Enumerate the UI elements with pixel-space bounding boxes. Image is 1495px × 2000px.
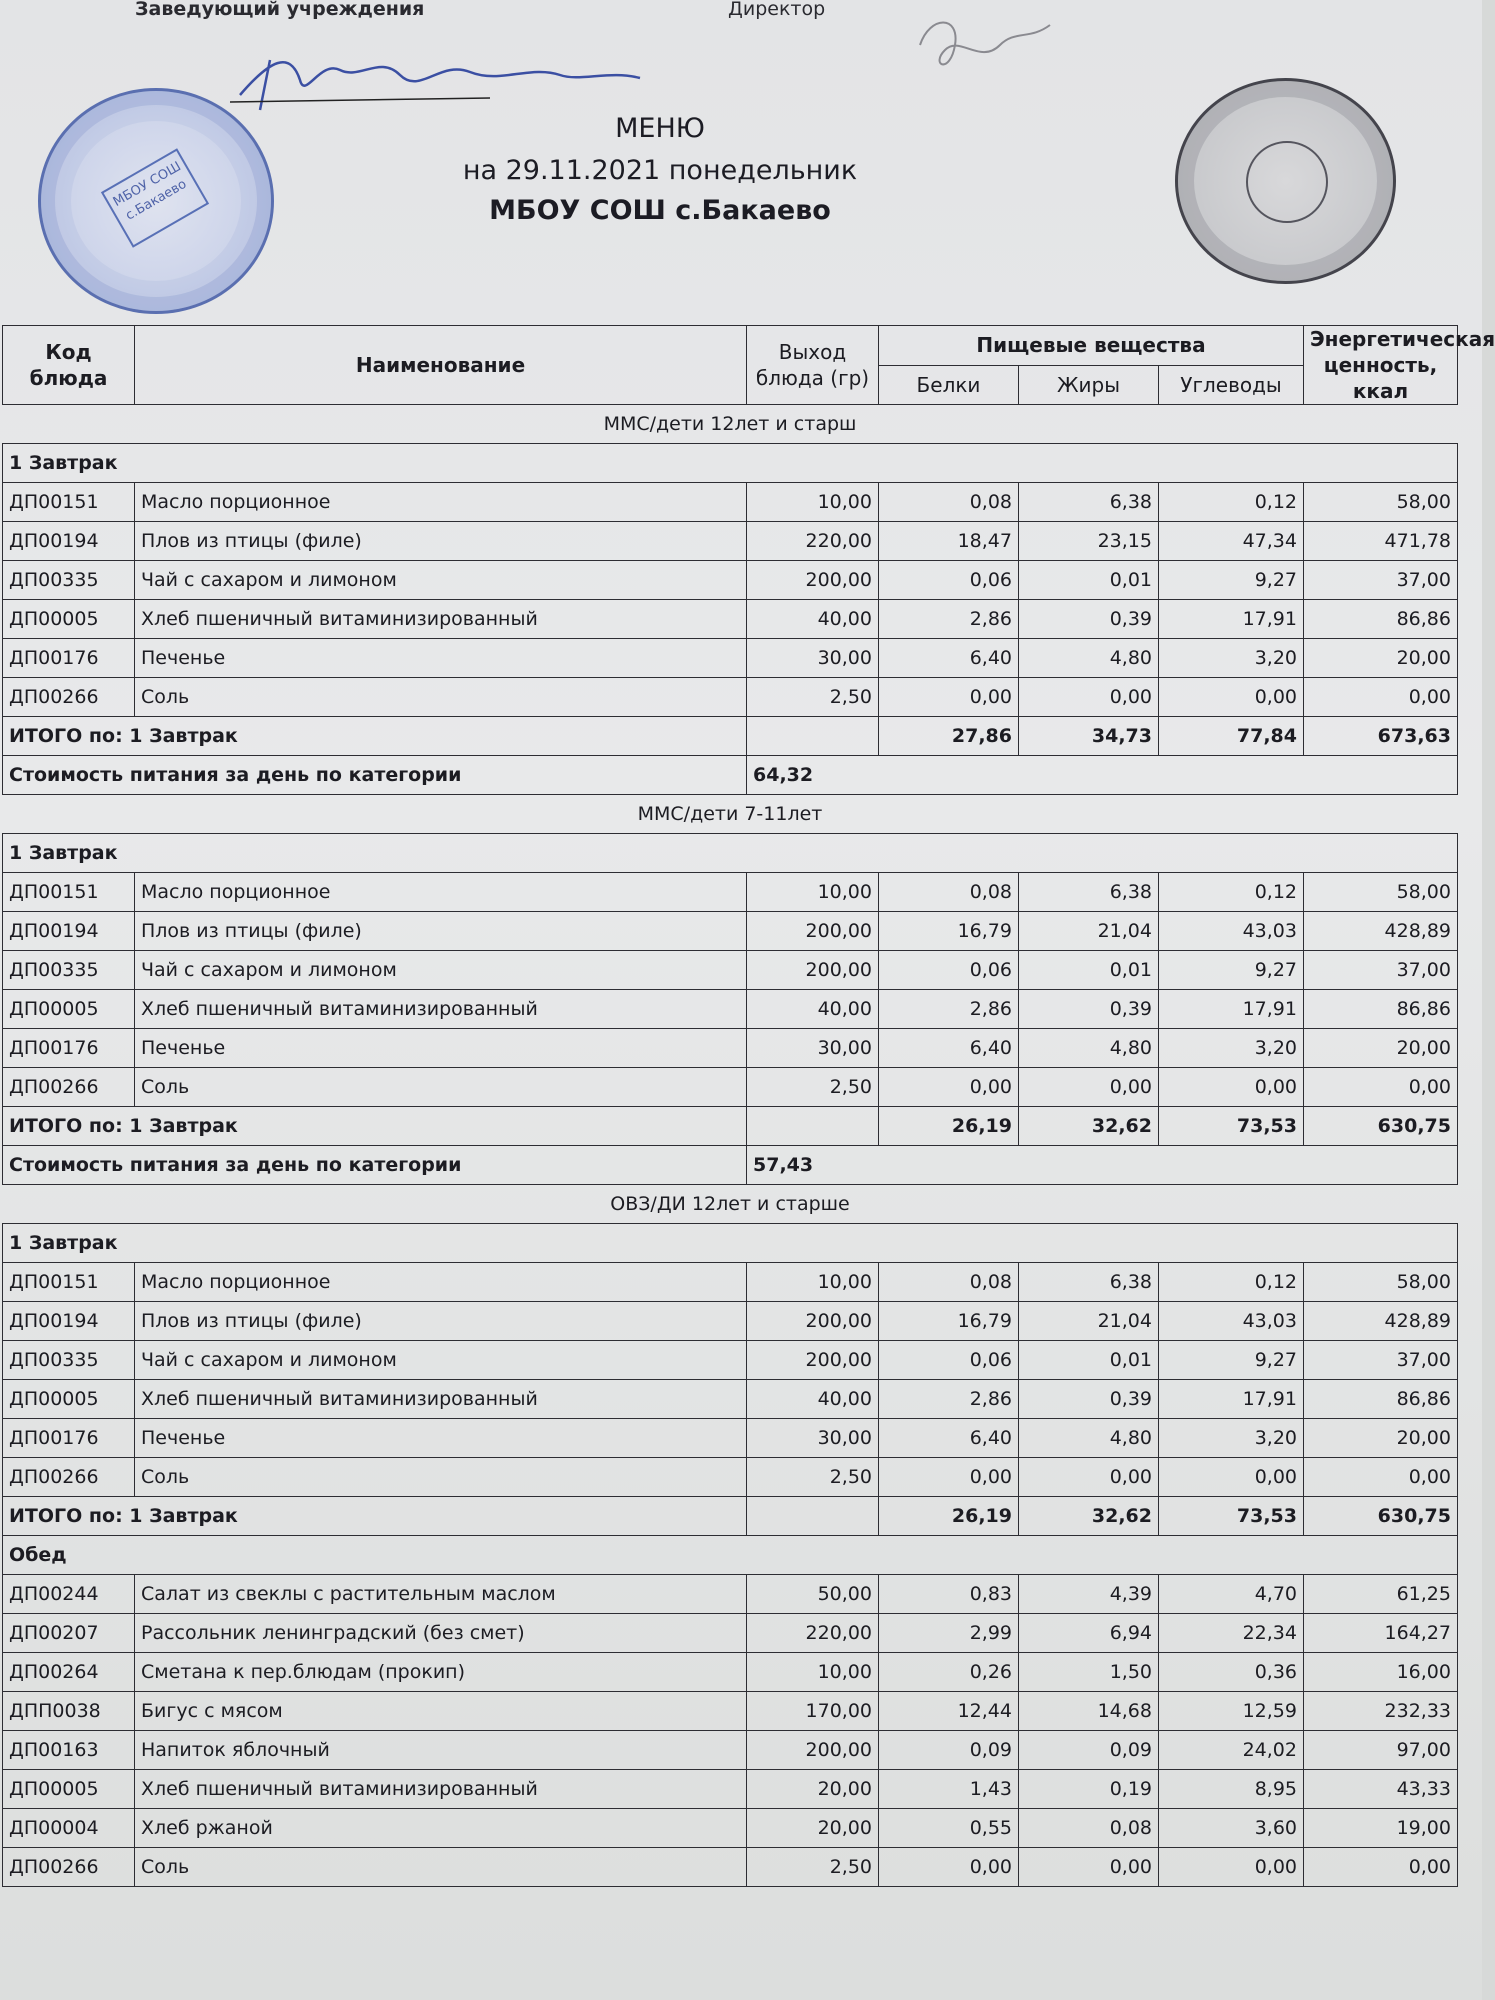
dish-energy: 58,00 <box>1304 873 1458 912</box>
dish-carbs: 17,91 <box>1159 600 1304 639</box>
dish-energy: 428,89 <box>1304 1302 1458 1341</box>
dish-name: Соль <box>135 678 747 717</box>
col-protein: Белки <box>879 365 1019 405</box>
dish-fat: 23,15 <box>1019 522 1159 561</box>
dish-carbs: 9,27 <box>1159 951 1304 990</box>
dish-name: Чай с сахаром и лимоном <box>135 561 747 600</box>
meal-name: 1 Завтрак <box>3 444 1458 483</box>
signature-right <box>900 5 1060 85</box>
dish-row <box>3 1029 1458 1068</box>
dish-yield: 40,00 <box>747 990 879 1029</box>
dish-row <box>3 990 1458 1029</box>
dish-code: ДП00335 <box>3 561 135 600</box>
dish-name: Чай с сахаром и лимоном <box>135 1341 747 1380</box>
total-protein: 26,19 <box>879 1497 1019 1536</box>
menu-date: на 29.11.2021 понедельник <box>462 155 858 186</box>
dish-row <box>3 561 1458 600</box>
dish-row <box>3 1263 1458 1302</box>
dish-energy: 0,00 <box>1304 1068 1458 1107</box>
dish-name: Хлеб пшеничный витаминизированный <box>135 600 747 639</box>
round-seal-right <box>1175 78 1396 284</box>
dish-code: ДПП0038 <box>3 1692 135 1731</box>
dish-row <box>3 912 1458 951</box>
dish-yield: 2,50 <box>747 1848 879 1887</box>
dish-fat: 4,80 <box>1019 1029 1159 1068</box>
dish-code: ДП00176 <box>3 1029 135 1068</box>
dish-yield: 200,00 <box>747 561 879 600</box>
dish-name: Соль <box>135 1068 747 1107</box>
dish-energy: 37,00 <box>1304 561 1458 600</box>
dish-code: ДП00176 <box>3 639 135 678</box>
dish-protein: 0,06 <box>879 1341 1019 1380</box>
dish-name: Салат из свеклы с растительным маслом <box>135 1575 747 1614</box>
dish-energy: 58,00 <box>1304 1263 1458 1302</box>
dish-energy: 428,89 <box>1304 912 1458 951</box>
col-energy: Энергетическая ценность, ккал <box>1304 326 1458 405</box>
dish-yield: 170,00 <box>747 1692 879 1731</box>
total-label: ИТОГО по: 1 Завтрак <box>3 1107 747 1146</box>
dish-protein: 6,40 <box>879 639 1019 678</box>
cost-label: Стоимость питания за день по категории <box>3 1146 747 1185</box>
dish-protein: 0,00 <box>879 1848 1019 1887</box>
dish-energy: 86,86 <box>1304 1380 1458 1419</box>
dish-carbs: 17,91 <box>1159 1380 1304 1419</box>
total-fat: 34,73 <box>1019 717 1159 756</box>
total-carbs: 73,53 <box>1159 1497 1304 1536</box>
dish-code: ДП00335 <box>3 951 135 990</box>
dish-carbs: 43,03 <box>1159 912 1304 951</box>
meal-name: 1 Завтрак <box>3 1224 1458 1263</box>
dish-code: ДП00194 <box>3 1302 135 1341</box>
dish-protein: 0,26 <box>879 1653 1019 1692</box>
section-title-row <box>3 405 1458 444</box>
col-code: Код блюда <box>3 326 135 405</box>
dish-name: Печенье <box>135 1029 747 1068</box>
dish-code: ДП00266 <box>3 1848 135 1887</box>
dish-energy: 0,00 <box>1304 1458 1458 1497</box>
dish-row <box>3 873 1458 912</box>
dish-fat: 1,50 <box>1019 1653 1159 1692</box>
dish-code: ДП00151 <box>3 1263 135 1302</box>
dish-carbs: 0,00 <box>1159 1068 1304 1107</box>
dish-row <box>3 639 1458 678</box>
dish-fat: 0,00 <box>1019 678 1159 717</box>
section-title: ММС/дети 12лет и старш <box>603 413 857 435</box>
dish-code: ДП00176 <box>3 1419 135 1458</box>
dish-carbs: 0,12 <box>1159 873 1304 912</box>
dish-yield: 200,00 <box>747 1302 879 1341</box>
dish-fat: 4,39 <box>1019 1575 1159 1614</box>
dish-yield: 220,00 <box>747 522 879 561</box>
meal-heading-row <box>3 834 1458 873</box>
dish-yield: 20,00 <box>747 1809 879 1848</box>
header-right-label: Директор <box>728 0 826 20</box>
col-fat: Жиры <box>1019 365 1159 405</box>
dish-yield: 50,00 <box>747 1575 879 1614</box>
dish-code: ДП00004 <box>3 1809 135 1848</box>
dish-protein: 18,47 <box>879 522 1019 561</box>
dish-protein: 16,79 <box>879 1302 1019 1341</box>
menu-title: МЕНЮ <box>615 113 705 144</box>
dish-row <box>3 1068 1458 1107</box>
section-title-row <box>3 795 1458 834</box>
dish-protein: 0,00 <box>879 1068 1019 1107</box>
total-row <box>3 1497 1458 1536</box>
dish-code: ДП00194 <box>3 522 135 561</box>
dish-fat: 0,39 <box>1019 600 1159 639</box>
dish-name: Рассольник ленинградский (без смет) <box>135 1614 747 1653</box>
dish-yield: 30,00 <box>747 1029 879 1068</box>
total-protein: 26,19 <box>879 1107 1019 1146</box>
dish-carbs: 9,27 <box>1159 1341 1304 1380</box>
dish-code: ДП00163 <box>3 1731 135 1770</box>
dish-row <box>3 1575 1458 1614</box>
dish-fat: 0,09 <box>1019 1731 1159 1770</box>
dish-fat: 4,80 <box>1019 1419 1159 1458</box>
total-yield-empty <box>747 717 879 756</box>
total-energy: 630,75 <box>1304 1107 1458 1146</box>
total-protein: 27,86 <box>879 717 1019 756</box>
dish-name: Хлеб ржаной <box>135 1809 747 1848</box>
round-seal-left <box>38 88 274 314</box>
dish-fat: 0,08 <box>1019 1809 1159 1848</box>
dish-energy: 86,86 <box>1304 990 1458 1029</box>
header-left-label: Заведующий учреждения <box>135 0 425 20</box>
dish-code: ДП00264 <box>3 1653 135 1692</box>
dish-yield: 20,00 <box>747 1770 879 1809</box>
cost-row <box>3 1146 1458 1185</box>
total-carbs: 77,84 <box>1159 717 1304 756</box>
col-carbs: Углеводы <box>1159 365 1304 405</box>
meal-name: Обед <box>3 1536 1458 1575</box>
dish-carbs: 0,12 <box>1159 483 1304 522</box>
dish-protein: 16,79 <box>879 912 1019 951</box>
dish-fat: 0,39 <box>1019 1380 1159 1419</box>
dish-row <box>3 951 1458 990</box>
dish-energy: 164,27 <box>1304 1614 1458 1653</box>
dish-yield: 10,00 <box>747 873 879 912</box>
dish-carbs: 47,34 <box>1159 522 1304 561</box>
dish-protein: 6,40 <box>879 1419 1019 1458</box>
dish-fat: 6,94 <box>1019 1614 1159 1653</box>
dish-carbs: 17,91 <box>1159 990 1304 1029</box>
meal-heading-row <box>3 1536 1458 1575</box>
dish-row <box>3 522 1458 561</box>
dish-fat: 0,01 <box>1019 951 1159 990</box>
dish-code: ДП00266 <box>3 1068 135 1107</box>
dish-yield: 200,00 <box>747 1341 879 1380</box>
dish-row <box>3 1809 1458 1848</box>
dish-name: Хлеб пшеничный витаминизированный <box>135 1380 747 1419</box>
dish-yield: 2,50 <box>747 678 879 717</box>
dish-code: ДП00005 <box>3 1380 135 1419</box>
dish-row <box>3 1302 1458 1341</box>
dish-code: ДП00151 <box>3 483 135 522</box>
col-nutrients: Пищевые вещества <box>879 326 1304 366</box>
total-energy: 673,63 <box>1304 717 1458 756</box>
dish-energy: 20,00 <box>1304 1029 1458 1068</box>
dish-row <box>3 1770 1458 1809</box>
dish-energy: 37,00 <box>1304 951 1458 990</box>
dish-row <box>3 1341 1458 1380</box>
dish-yield: 2,50 <box>747 1068 879 1107</box>
dish-yield: 40,00 <box>747 600 879 639</box>
dish-name: Плов из птицы (филе) <box>135 912 747 951</box>
dish-yield: 10,00 <box>747 483 879 522</box>
total-label: ИТОГО по: 1 Завтрак <box>3 1497 747 1536</box>
dish-yield: 200,00 <box>747 1731 879 1770</box>
dish-name: Плов из птицы (филе) <box>135 1302 747 1341</box>
dish-energy: 16,00 <box>1304 1653 1458 1692</box>
dish-carbs: 43,03 <box>1159 1302 1304 1341</box>
dish-fat: 0,00 <box>1019 1848 1159 1887</box>
dish-row <box>3 678 1458 717</box>
school-name: МБОУ СОШ с.Бакаево <box>489 195 831 226</box>
cost-value: 57,43 <box>747 1146 1458 1185</box>
dish-code: ДП00244 <box>3 1575 135 1614</box>
dish-protein: 2,86 <box>879 600 1019 639</box>
dish-protein: 0,83 <box>879 1575 1019 1614</box>
dish-energy: 232,33 <box>1304 1692 1458 1731</box>
dish-energy: 19,00 <box>1304 1809 1458 1848</box>
total-fat: 32,62 <box>1019 1497 1159 1536</box>
total-yield-empty <box>747 1497 879 1536</box>
dish-name: Масло порционное <box>135 873 747 912</box>
dish-protein: 1,43 <box>879 1770 1019 1809</box>
cost-row <box>3 756 1458 795</box>
section-title: ОВЗ/ДИ 12лет и старше <box>610 1193 850 1215</box>
dish-yield: 2,50 <box>747 1458 879 1497</box>
dish-row <box>3 1692 1458 1731</box>
dish-row <box>3 1614 1458 1653</box>
dish-name: Соль <box>135 1848 747 1887</box>
dish-carbs: 0,00 <box>1159 1848 1304 1887</box>
dish-protein: 2,86 <box>879 1380 1019 1419</box>
dish-carbs: 3,20 <box>1159 639 1304 678</box>
cost-label: Стоимость питания за день по категории <box>3 756 747 795</box>
dish-energy: 0,00 <box>1304 1848 1458 1887</box>
dish-protein: 0,08 <box>879 873 1019 912</box>
dish-energy: 37,00 <box>1304 1341 1458 1380</box>
signature-left <box>230 40 650 120</box>
seal-left-text: МБОУ СОШ с.Бакаево <box>101 148 209 247</box>
dish-energy: 20,00 <box>1304 639 1458 678</box>
dish-fat: 14,68 <box>1019 1692 1159 1731</box>
dish-code: ДП00005 <box>3 600 135 639</box>
dish-name: Бигус с мясом <box>135 1692 747 1731</box>
dish-code: ДП00266 <box>3 678 135 717</box>
dish-protein: 0,00 <box>879 1458 1019 1497</box>
dish-fat: 0,00 <box>1019 1068 1159 1107</box>
dish-energy: 58,00 <box>1304 483 1458 522</box>
dish-carbs: 24,02 <box>1159 1731 1304 1770</box>
dish-yield: 30,00 <box>747 639 879 678</box>
dish-name: Напиток яблочный <box>135 1731 747 1770</box>
dish-row <box>3 1653 1458 1692</box>
meal-heading-row <box>3 1224 1458 1263</box>
dish-code: ДП00005 <box>3 1770 135 1809</box>
dish-fat: 6,38 <box>1019 1263 1159 1302</box>
dish-carbs: 3,60 <box>1159 1809 1304 1848</box>
col-name: Наименование <box>135 326 747 405</box>
dish-energy: 97,00 <box>1304 1731 1458 1770</box>
dish-row <box>3 1848 1458 1887</box>
dish-fat: 0,01 <box>1019 1341 1159 1380</box>
dish-fat: 0,01 <box>1019 561 1159 600</box>
dish-fat: 21,04 <box>1019 912 1159 951</box>
dish-name: Сметана к пер.блюдам (прокип) <box>135 1653 747 1692</box>
dish-fat: 6,38 <box>1019 873 1159 912</box>
dish-name: Хлеб пшеничный витаминизированный <box>135 990 747 1029</box>
dish-protein: 0,06 <box>879 561 1019 600</box>
dish-code: ДП00194 <box>3 912 135 951</box>
dish-energy: 471,78 <box>1304 522 1458 561</box>
dish-row <box>3 600 1458 639</box>
dish-row <box>3 1419 1458 1458</box>
dish-yield: 40,00 <box>747 1380 879 1419</box>
dish-fat: 0,00 <box>1019 1458 1159 1497</box>
dish-code: ДП00335 <box>3 1341 135 1380</box>
dish-code: ДП00151 <box>3 873 135 912</box>
dish-protein: 12,44 <box>879 1692 1019 1731</box>
total-row <box>3 717 1458 756</box>
dish-protein: 2,86 <box>879 990 1019 1029</box>
dish-code: ДП00266 <box>3 1458 135 1497</box>
total-yield-empty <box>747 1107 879 1146</box>
dish-energy: 0,00 <box>1304 678 1458 717</box>
dish-carbs: 8,95 <box>1159 1770 1304 1809</box>
dish-energy: 86,86 <box>1304 600 1458 639</box>
dish-row <box>3 1731 1458 1770</box>
dish-name: Плов из птицы (филе) <box>135 522 747 561</box>
dish-row <box>3 1458 1458 1497</box>
dish-name: Масло порционное <box>135 1263 747 1302</box>
dish-name: Печенье <box>135 639 747 678</box>
meal-heading-row <box>3 444 1458 483</box>
dish-energy: 20,00 <box>1304 1419 1458 1458</box>
dish-name: Масло порционное <box>135 483 747 522</box>
total-energy: 630,75 <box>1304 1497 1458 1536</box>
dish-row <box>3 483 1458 522</box>
dish-yield: 200,00 <box>747 951 879 990</box>
total-carbs: 73,53 <box>1159 1107 1304 1146</box>
dish-yield: 200,00 <box>747 912 879 951</box>
dish-carbs: 22,34 <box>1159 1614 1304 1653</box>
dish-protein: 0,06 <box>879 951 1019 990</box>
dish-row <box>3 1380 1458 1419</box>
dish-protein: 0,08 <box>879 1263 1019 1302</box>
total-fat: 32,62 <box>1019 1107 1159 1146</box>
dish-protein: 0,08 <box>879 483 1019 522</box>
dish-energy: 61,25 <box>1304 1575 1458 1614</box>
dish-fat: 21,04 <box>1019 1302 1159 1341</box>
dish-carbs: 3,20 <box>1159 1419 1304 1458</box>
dish-protein: 0,55 <box>879 1809 1019 1848</box>
dish-name: Печенье <box>135 1419 747 1458</box>
dish-energy: 43,33 <box>1304 1770 1458 1809</box>
dish-carbs: 12,59 <box>1159 1692 1304 1731</box>
dish-carbs: 9,27 <box>1159 561 1304 600</box>
section-title: ММС/дети 7-11лет <box>637 803 823 825</box>
total-row <box>3 1107 1458 1146</box>
dish-fat: 4,80 <box>1019 639 1159 678</box>
section-title-row <box>3 1185 1458 1224</box>
dish-code: ДП00207 <box>3 1614 135 1653</box>
dish-carbs: 0,00 <box>1159 1458 1304 1497</box>
dish-protein: 6,40 <box>879 1029 1019 1068</box>
cost-value: 64,32 <box>747 756 1458 795</box>
dish-code: ДП00005 <box>3 990 135 1029</box>
dish-carbs: 0,36 <box>1159 1653 1304 1692</box>
dish-yield: 10,00 <box>747 1263 879 1302</box>
dish-protein: 2,99 <box>879 1614 1019 1653</box>
dish-protein: 0,00 <box>879 678 1019 717</box>
dish-name: Чай с сахаром и лимоном <box>135 951 747 990</box>
dish-yield: 30,00 <box>747 1419 879 1458</box>
menu-table <box>2 325 1495 1887</box>
meal-name: 1 Завтрак <box>3 834 1458 873</box>
dish-carbs: 4,70 <box>1159 1575 1304 1614</box>
dish-yield: 220,00 <box>747 1614 879 1653</box>
dish-carbs: 0,00 <box>1159 678 1304 717</box>
dish-fat: 0,19 <box>1019 1770 1159 1809</box>
dish-yield: 10,00 <box>747 1653 879 1692</box>
dish-fat: 6,38 <box>1019 483 1159 522</box>
total-label: ИТОГО по: 1 Завтрак <box>3 717 747 756</box>
dish-carbs: 3,20 <box>1159 1029 1304 1068</box>
emblem-icon <box>1246 141 1328 223</box>
dish-carbs: 0,12 <box>1159 1263 1304 1302</box>
col-yield: Выход блюда (гр) <box>747 326 879 405</box>
dish-protein: 0,09 <box>879 1731 1019 1770</box>
dish-name: Хлеб пшеничный витаминизированный <box>135 1770 747 1809</box>
dish-fat: 0,39 <box>1019 990 1159 1029</box>
dish-name: Соль <box>135 1458 747 1497</box>
